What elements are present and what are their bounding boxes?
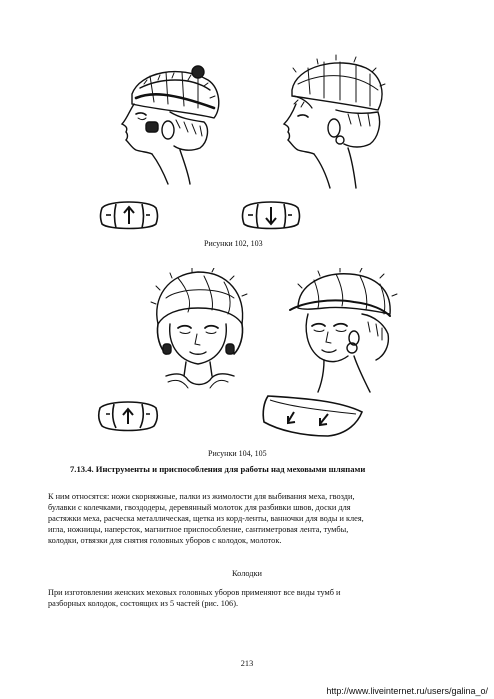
paragraph-line: игла, ножницы, наперсток, магнитное приспособление, сантиметровая лента, тумбы, (48, 525, 349, 534)
figure-105-hat-cap (284, 268, 400, 394)
figure-caption-102-103: Рисунки 102, 103 (204, 239, 263, 248)
page-number: 213 (240, 659, 254, 668)
watermark-url: http://www.liveinternet.ru/users/galina_o/ (326, 686, 488, 696)
paragraph-line: булавки с колечками, гвоздодеры, деревянный молоток для разбивки швов, доски для (48, 503, 351, 512)
paragraph-line: растяжки меха, расческа металлическая, щетка из корд-ленты, ванночки для воды и клея, (48, 514, 364, 523)
pattern-piece-103 (240, 198, 302, 232)
paragraph-line: разборных колодок, состоящих из 5 частей (рис. 106). (48, 599, 239, 608)
figure-104-hat-front (148, 268, 250, 396)
pattern-piece-105 (258, 392, 366, 440)
paragraph-line: При изготовлении женских меховых головных уборов применяют все виды тумб и (48, 588, 341, 597)
paragraph-line: колодки, отвязки для снятия головных уборов с колодок, молоток. (48, 536, 282, 545)
pattern-piece-104 (96, 398, 160, 434)
figure-102-hat-profile (110, 58, 230, 188)
figure-caption-104-105: Рисунки 104, 105 (208, 449, 267, 458)
paragraph-line: К ним относятся: ножи скорняжные, палки из жимолости для выбивания меха, гвозди, (48, 492, 355, 501)
figure-103-hat-profile (278, 54, 388, 190)
pattern-piece-102 (98, 198, 160, 232)
section-heading: 7.13.4. Инструменты и приспособления для работы над меховыми шляпами (70, 464, 366, 474)
subheading-blocks: Колодки (232, 569, 262, 578)
